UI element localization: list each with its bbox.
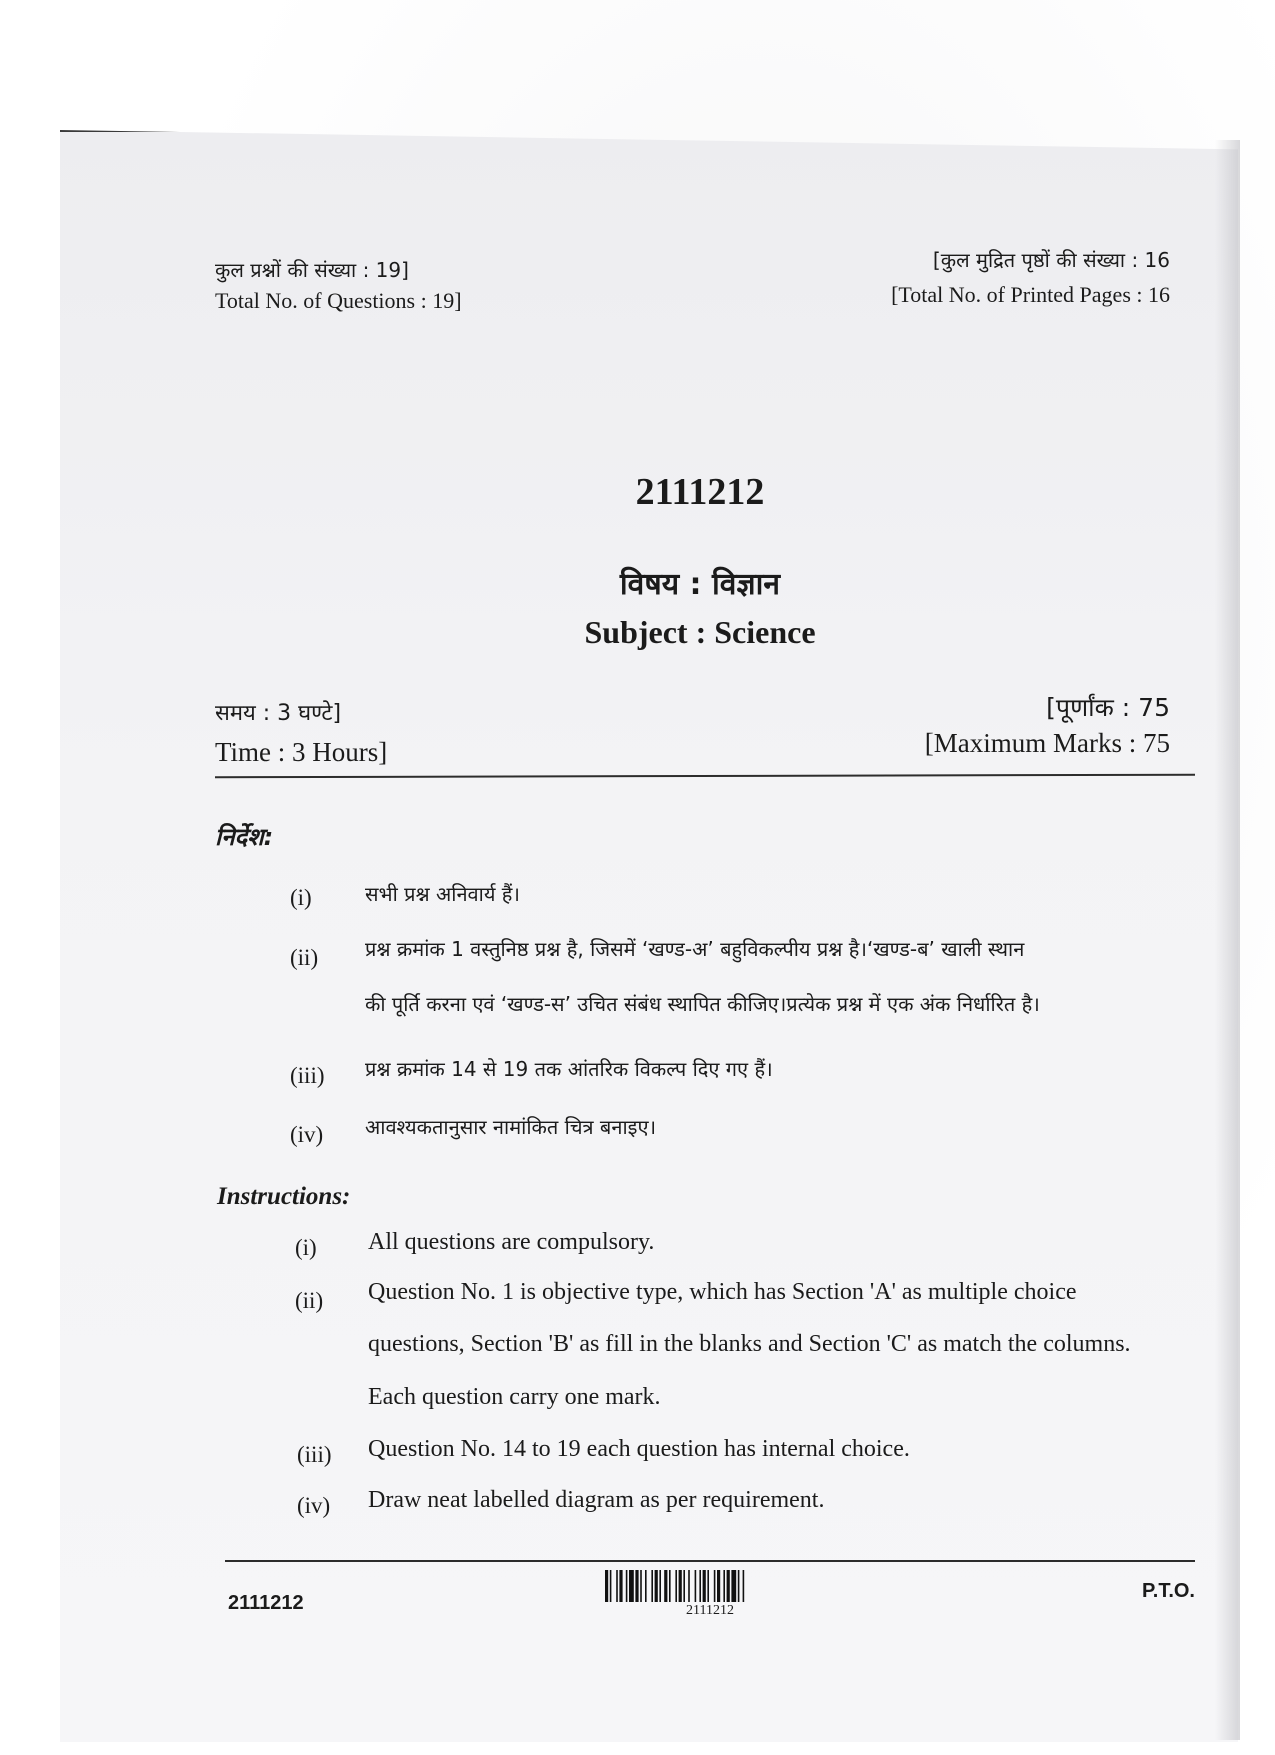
instructions-heading: Instructions: xyxy=(217,1183,351,1210)
barcode xyxy=(605,1570,815,1619)
barcode-bar xyxy=(679,1570,682,1602)
english-item-number: (i) xyxy=(295,1235,317,1260)
barcode-bar xyxy=(699,1570,701,1602)
barcode-bar xyxy=(714,1570,716,1602)
hindi-item-number: (iii) xyxy=(290,1063,325,1088)
sheet-edge-shadow xyxy=(1215,140,1240,1740)
paper-code: 2111212 xyxy=(635,471,765,513)
barcode-bar xyxy=(645,1570,647,1602)
hindi-item-number: (ii) xyxy=(290,945,319,970)
barcode-bar xyxy=(659,1570,661,1602)
english-item-text: questions, Section 'B' as fill in the blanks and Section 'C' as match the columns. xyxy=(368,1331,1131,1357)
hindi-item-text: आवश्यकतानुसार नामांकित चित्र बनाइए। xyxy=(365,1115,657,1139)
barcode-bar xyxy=(738,1570,740,1602)
barcode-bar xyxy=(655,1570,658,1602)
barcode-bar xyxy=(727,1570,730,1602)
total-pages-english: [Total No. of Printed Pages : 16 xyxy=(891,282,1170,307)
time-hindi: समय : 3 घण्टे] xyxy=(215,701,342,726)
english-item-number: (ii) xyxy=(295,1288,324,1313)
total-questions-hindi: कुल प्रश्नों की संख्या : 19] xyxy=(215,258,409,282)
barcode-bar xyxy=(619,1570,622,1602)
barcode-bars xyxy=(605,1570,815,1602)
time-english: Time : 3 Hours] xyxy=(215,737,388,767)
max-marks-hindi: [पूर्णांक : 75 xyxy=(1046,693,1170,722)
barcode-number: 2111212 xyxy=(686,1603,734,1618)
max-marks-english: [Maximum Marks : 75 xyxy=(924,728,1170,758)
barcode-bar xyxy=(664,1570,667,1602)
total-questions-english: Total No. of Questions : 19] xyxy=(215,288,462,313)
english-item-number: (iii) xyxy=(297,1442,332,1467)
english-item-text: Question No. 14 to 19 each question has internal choice. xyxy=(368,1436,910,1462)
english-item-text: Draw neat labelled diagram as per requirement. xyxy=(368,1487,825,1513)
barcode-bar xyxy=(635,1570,638,1602)
barcode-bar xyxy=(703,1570,706,1602)
hindi-item-text: प्रश्न क्रमांक 1 वस्तुनिष्ठ प्रश्न है, जिसमें ‘खण्ड-अ’ बहुविकल्पीय प्रश्न है।‘खण्ड-ब’ खाली स्थान xyxy=(365,937,1025,961)
english-item-text: Each question carry one mark. xyxy=(368,1384,661,1410)
footer-paper-code: 2111212 xyxy=(228,1592,304,1614)
english-item-number: (iv) xyxy=(297,1493,331,1518)
barcode-bar xyxy=(717,1570,720,1602)
barcode-bar xyxy=(640,1570,642,1602)
barcode-bar xyxy=(723,1570,725,1602)
barcode-bar xyxy=(605,1570,608,1602)
barcode-bar xyxy=(651,1570,653,1602)
hindi-item-number: (i) xyxy=(290,885,312,910)
barcode-bar xyxy=(626,1570,628,1602)
barcode-bar xyxy=(629,1570,634,1602)
total-pages-hindi: [कुल मुद्रित पृष्ठों की संख्या : 16 xyxy=(932,248,1170,272)
barcode-bar xyxy=(707,1570,709,1602)
barcode-bar xyxy=(683,1570,685,1602)
directions-heading-hindi: निर्देश: xyxy=(215,823,274,851)
hindi-item-number: (iv) xyxy=(290,1122,324,1147)
page-turn-over-label: P.T.O. xyxy=(1142,1580,1195,1602)
barcode-bar xyxy=(695,1570,697,1602)
footer-divider xyxy=(225,1560,1195,1562)
barcode-bar xyxy=(675,1570,677,1602)
hindi-item-text: सभी प्रश्न अनिवार्य हैं। xyxy=(365,882,521,906)
subject-english: Subject : Science xyxy=(584,614,816,650)
subject-hindi: विषय : विज्ञान xyxy=(619,567,781,602)
english-item-text: All questions are compulsory. xyxy=(368,1229,655,1255)
barcode-bar xyxy=(610,1570,612,1602)
barcode-bar xyxy=(669,1570,671,1602)
hindi-item-text: की पूर्ति करना एवं ‘खण्ड-स’ उचित संबंध स्थापित कीजिए।प्रत्येक प्रश्न में एक अंक निर्धारित है। xyxy=(365,992,1040,1016)
barcode-bar xyxy=(616,1570,618,1602)
english-item-text: Question No. 1 is objective type, which has Section 'A' as multiple choice xyxy=(368,1279,1077,1305)
hindi-item-text: प्रश्न क्रमांक 14 से 19 तक आंतरिक विकल्प दिए गए हैं। xyxy=(365,1057,773,1081)
barcode-bar xyxy=(731,1570,736,1602)
barcode-bar xyxy=(743,1570,745,1602)
barcode-bar xyxy=(688,1570,690,1602)
